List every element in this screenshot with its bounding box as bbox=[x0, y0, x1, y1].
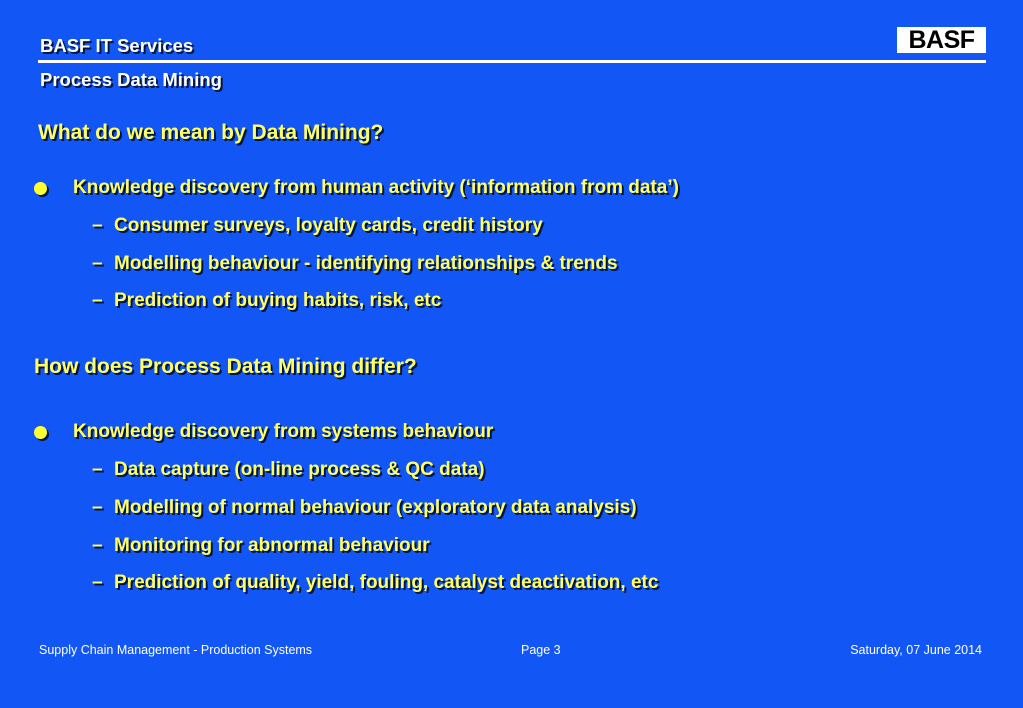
dash-icon: – bbox=[92, 215, 103, 236]
dash-icon: – bbox=[92, 253, 103, 274]
bullet-dot-icon bbox=[34, 182, 47, 195]
dash-icon: – bbox=[92, 572, 103, 593]
sub-bullet-text: Prediction of buying habits, risk, etc bbox=[114, 290, 442, 311]
sub-bullet-item bbox=[92, 572, 658, 594]
sub-bullet-item bbox=[92, 253, 618, 275]
dash-icon: – bbox=[92, 497, 103, 518]
footer-left: Supply Chain Management - Production Systems bbox=[39, 643, 313, 657]
sub-bullet-text: Modelling behaviour - identifying relationships & trends bbox=[114, 253, 618, 274]
bullet-text: Knowledge discovery from systems behaviour bbox=[73, 421, 494, 442]
sub-bullet-text: Monitoring for abnormal behaviour bbox=[114, 535, 430, 556]
dash-icon: – bbox=[92, 535, 103, 556]
sub-bullet-item bbox=[92, 497, 637, 519]
footer-date: Saturday, 07 June 2014 bbox=[850, 643, 982, 657]
section-heading-2: How does Process Data Mining differ? bbox=[34, 355, 417, 378]
basf-logo: BASF bbox=[897, 27, 986, 53]
sub-bullet-text: Data capture (on-line process & QC data) bbox=[114, 459, 485, 480]
header-subtitle: Process Data Mining bbox=[40, 69, 222, 90]
sub-bullet-item bbox=[92, 290, 441, 312]
sub-bullet-item bbox=[92, 215, 543, 237]
bullet-text: Knowledge discovery from human activity (‘information from data’) bbox=[73, 177, 679, 198]
header-title: BASF IT Services bbox=[40, 35, 194, 56]
bullet-dot-icon bbox=[34, 426, 47, 439]
sub-bullet-item bbox=[92, 535, 430, 557]
sub-bullet-text: Consumer surveys, loyalty cards, credit history bbox=[114, 215, 543, 236]
bullet-item-1 bbox=[34, 177, 679, 199]
section-heading-1: What do we mean by Data Mining? bbox=[38, 121, 384, 144]
bullet-item-2 bbox=[34, 421, 493, 443]
header-divider bbox=[38, 60, 986, 63]
dash-icon: – bbox=[92, 459, 103, 480]
dash-icon: – bbox=[92, 290, 103, 311]
sub-bullet-item bbox=[92, 459, 485, 481]
sub-bullet-text: Prediction of quality, yield, fouling, catalyst deactivation, etc bbox=[114, 572, 659, 593]
footer-page-number: Page 3 bbox=[521, 643, 561, 657]
sub-bullet-text: Modelling of normal behaviour (exploratory data analysis) bbox=[114, 497, 637, 518]
